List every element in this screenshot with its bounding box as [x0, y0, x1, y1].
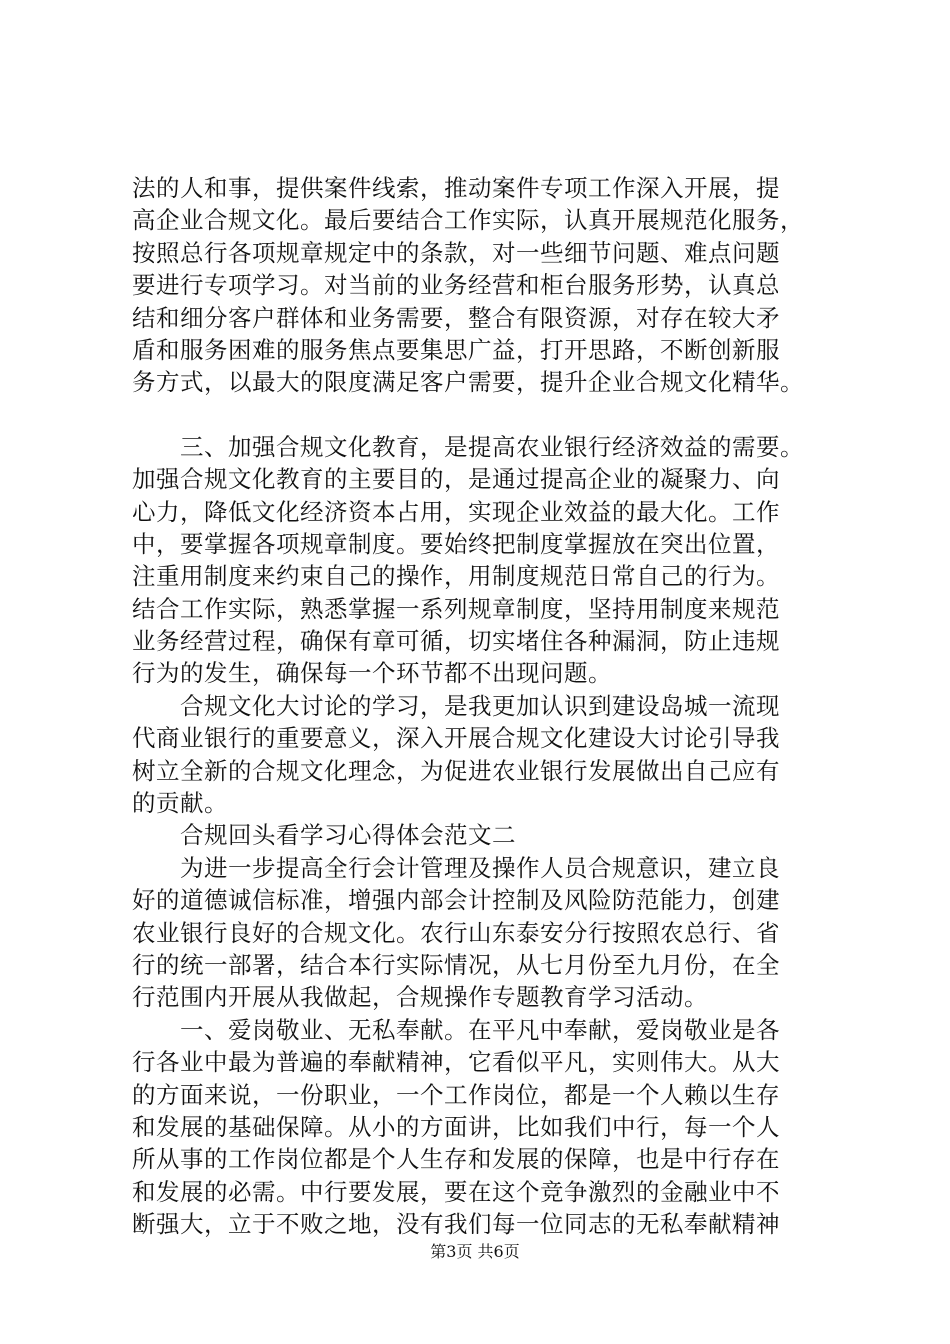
text-line: 的方面来说，一份职业，一个工作岗位，都是一个人赖以生存 — [132, 1080, 780, 1109]
text-line: 加强合规文化教育的主要目的，是通过提高企业的凝聚力、向 — [132, 465, 780, 494]
text-line: 高企业合规文化。最后要结合工作实际，认真开展规范化服务， — [132, 206, 804, 235]
text-line: 树立全新的合规文化理念，为促进农业银行发展做出自己应有 — [132, 756, 780, 785]
text-line: 盾和服务困难的服务焦点要集思广益，打开思路，不断创新服 — [132, 335, 780, 364]
page-number-footer: 第3页 共6页 — [430, 1242, 520, 1261]
text-line: 心力，降低文化经济资本占用，实现企业效益的最大化。工作 — [132, 497, 780, 526]
text-line: 三、加强合规文化教育，是提高农业银行经济效益的需要。 — [132, 432, 804, 461]
text-line: 务方式，以最大的限度满足客户需要，提升企业合规文化精华。 — [132, 368, 804, 397]
paragraph-block-1 — [132, 172, 832, 399]
text-line: 结和细分客户群体和业务需要，整合有限资源，对存在较大矛 — [132, 303, 780, 332]
text-line: 法的人和事，提供案件线索，推动案件专项工作深入开展，提 — [132, 174, 780, 202]
text-line: 行为的发生，确保每一个环节都不出现问题。 — [132, 659, 612, 688]
text-line: 好的道德诚信标准，增强内部会计控制及风险防范能力，创建 — [132, 886, 780, 915]
text-line: 结合工作实际，熟悉掌握一系列规章制度，坚持用制度来规范 — [132, 594, 780, 623]
section-heading: 合规回头看学习心得体会范文二 — [132, 821, 516, 850]
text-line: 行的统一部署，结合本行实际情况，从七月份至九月份，在全 — [132, 950, 780, 979]
text-line: 一、爱岗敬业、无私奉献。在平凡中奉献，爱岗敬业是各 — [132, 1015, 780, 1044]
paragraph-gap — [132, 399, 832, 431]
document-body — [132, 172, 832, 1241]
text-line: 注重用制度来约束自己的操作，用制度规范日常自己的行为。 — [132, 562, 780, 591]
text-line: 要进行专项学习。对当前的业务经营和柜台服务形势，认真总 — [132, 271, 780, 300]
text-line: 代商业银行的重要意义，深入开展合规文化建设大讨论引导我 — [132, 724, 780, 753]
text-line: 合规文化大讨论的学习，是我更加认识到建设岛城一流现 — [132, 691, 780, 720]
text-line: 为进一步提高全行会计管理及操作人员合规意识，建立良 — [132, 853, 780, 882]
text-line: 行各业中最为普遍的奉献精神，它看似平凡，实则伟大。从大 — [132, 1048, 780, 1077]
text-line: 按照总行各项规章规定中的条款，对一些细节问题、难点问题 — [132, 238, 780, 267]
text-line: 行范围内开展从我做起，合规操作专题教育学习活动。 — [132, 983, 708, 1012]
paragraph-block-2 — [132, 431, 832, 1241]
text-line: 的贡献。 — [132, 789, 228, 818]
text-line: 中，要掌握各项规章制度。要始终把制度掌握放在突出位置， — [132, 529, 780, 558]
text-line: 所从事的工作岗位都是个人生存和发展的保障，也是中行存在 — [132, 1145, 780, 1174]
text-line: 和发展的基础保障。从小的方面讲，比如我们中行，每一个人 — [132, 1112, 780, 1141]
text-line: 农业银行良好的合规文化。农行山东泰安分行按照农总行、省 — [132, 918, 780, 947]
text-line: 断强大，立于不败之地，没有我们每一位同志的无私奉献精神 — [132, 1210, 780, 1239]
text-line: 业务经营过程，确保有章可循，切实堵住各种漏洞，防止违规 — [132, 627, 780, 656]
text-line: 和发展的必需。中行要发展，要在这个竞争激烈的金融业中不 — [132, 1177, 780, 1206]
